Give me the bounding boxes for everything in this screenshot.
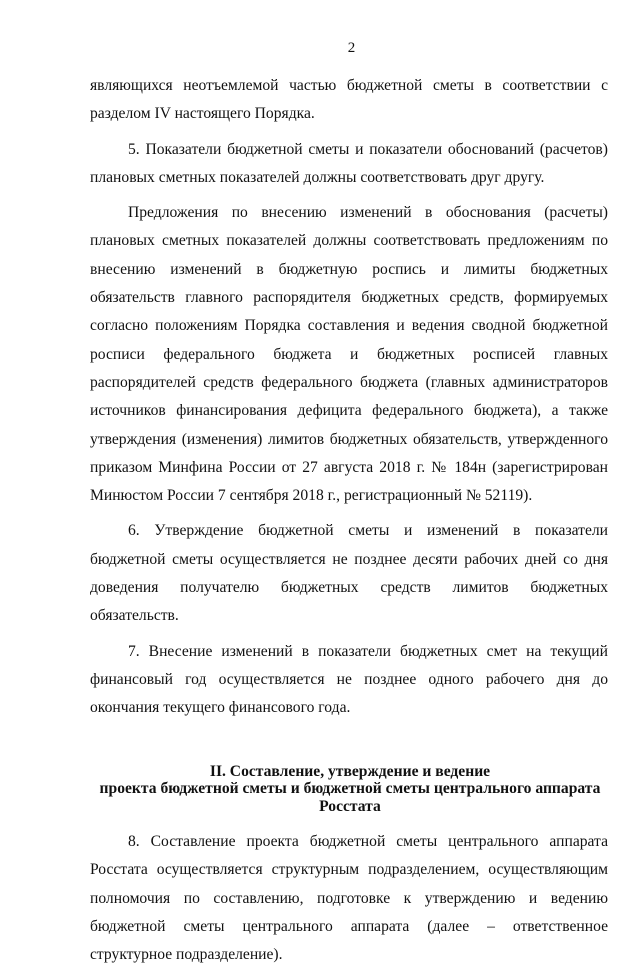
section-heading — [90, 763, 608, 816]
paragraph-6: 6. Утверждение бюджетной сметы и изменений в показатели бюджетной сметы осуществляется не позднее десяти рабочих дней со дня доведения получателю бюджетных средств лимитов бюджетных обязательств. — [90, 522, 608, 625]
page-number: 2 — [347, 40, 356, 56]
section-heading-line-3: Росстата — [319, 797, 381, 815]
paragraph-continuation: являющихся неотъемлемой частью бюджетной сметы в соответствии с разделом IV настоящего Порядка. — [90, 77, 608, 123]
section-spacer — [90, 723, 608, 763]
paragraph-5: 5. Показатели бюджетной сметы и показатели обоснований (расчетов) плановых сметных показателей должны соответствовать друг другу. — [90, 140, 608, 186]
section-heading-line-2: проекта бюджетной сметы и бюджетной сметы центрального аппарата — [99, 780, 601, 798]
section-heading-line-1: II. Составление, утверждение и ведение — [209, 762, 491, 780]
paragraph-8: 8. Составление проекта бюджетной сметы центрального аппарата Росстата осуществляется структурным подразделением, осуществляющим полномочия по составлению, подготовке к утверждению и ведению бюджетной сметы центрального аппарата (далее – ответственное структурное подразделение). — [90, 833, 608, 964]
paragraph-proposals: Предложения по внесению изменений в обоснования (расчеты) плановых сметных показателей должны соответствовать предложениям по внесению изменений в бюджетную роспись и лимиты бюджетных обязательств главного распорядителя бюджетных средств, формируемых согласно положениям Порядка составления и ведения сводной бюджетной росписи федерального бюджета и бюджетных росписей главных распорядителей средств федерального бюджета (главных администраторов источников финансирования дефицита федерального бюджета), а также утверждения (изменения) лимитов бюджетных обязательств, утвержденного приказом Минфина России от 27 августа 2018 г. № 184н (зарегистрирован Минюстом России 7 сентября 2018 г., регистрационный № 52119). — [90, 204, 608, 505]
body-text-bottom — [90, 828, 608, 969]
paragraph-7: 7. Внесение изменений в показатели бюджетных смет на текущий финансовый год осуществляется не позднее одного рабочего дня до окончания текущего финансового года. — [90, 642, 608, 717]
body-text-top — [90, 72, 608, 723]
